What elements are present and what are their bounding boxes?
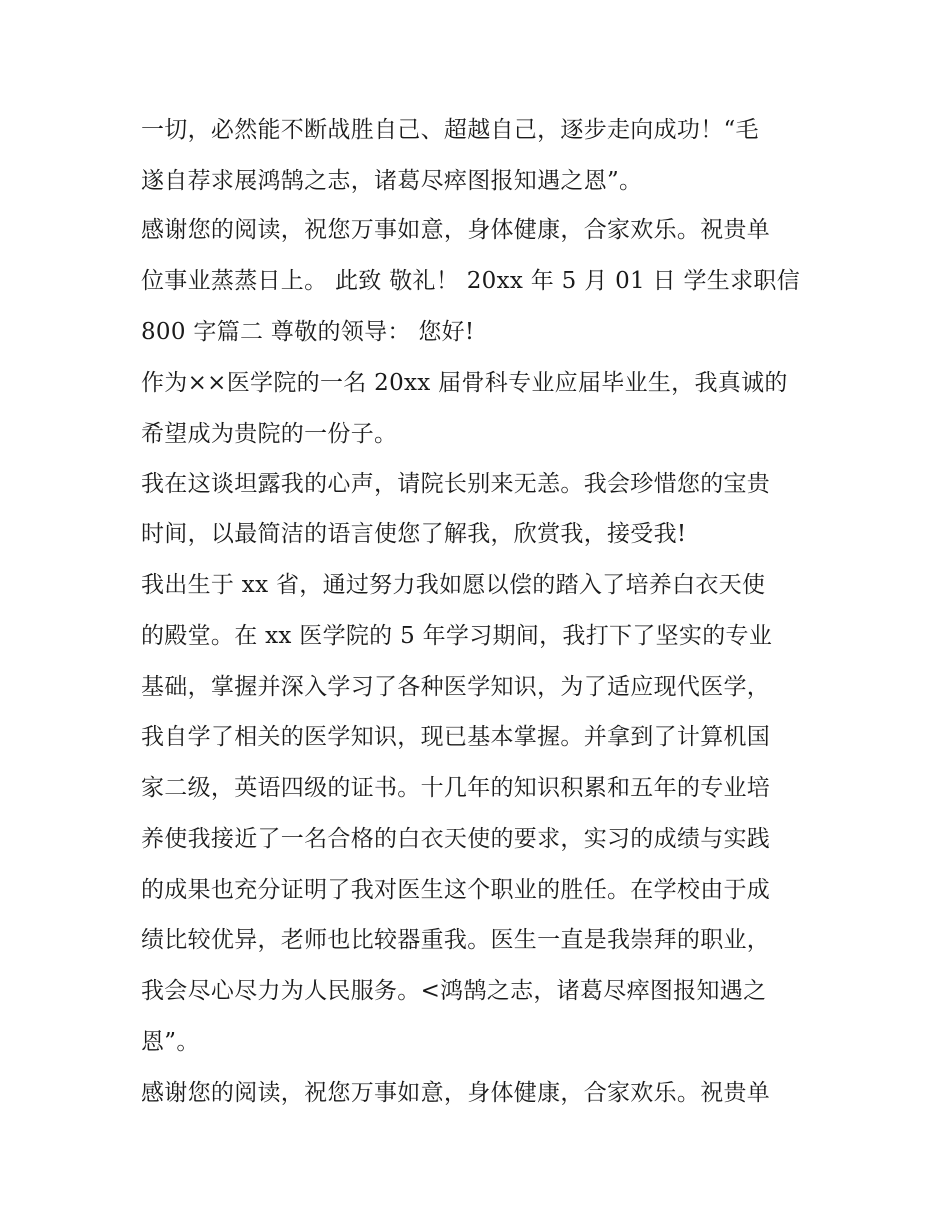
text-line: 养使我接近了一名合格的白衣天使的要求，实习的成绩与实践 bbox=[141, 826, 771, 852]
text-line: 感谢您的阅读，祝您万事如意，身体健康，合家欢乐。祝贵单 bbox=[141, 1080, 771, 1106]
text-line: 绩比较优异，老师也比较器重我。医生一直是我崇拜的职业， bbox=[141, 927, 771, 953]
text-line: 恩”。 bbox=[141, 1029, 200, 1055]
text-line: 我自学了相关的医学知识，现已基本掌握。并拿到了计算机国 bbox=[141, 724, 771, 750]
text-line: 基础，掌握并深入学习了各种医学知识，为了适应现代医学， bbox=[141, 674, 771, 700]
text-line: 的殿堂。在 xx 医学院的 5 年学习期间，我打下了坚实的专业 bbox=[141, 623, 773, 649]
text-line: 一切，必然能不断战胜自己、超越自己，逐步走向成功！“毛 bbox=[141, 117, 759, 143]
text-line: 感谢您的阅读，祝您万事如意，身体健康，合家欢乐。祝贵单 bbox=[141, 217, 771, 243]
text-line: 我会尽心尽力为人民服务。<鸿鹄之志，诸葛尽瘁图报知遇之 bbox=[141, 978, 767, 1004]
text-line: 的成果也充分证明了我对医生这个职业的胜任。在学校由于成 bbox=[141, 877, 771, 903]
text-line: 我在这谈坦露我的心声，请院长别来无恙。我会珍惜您的宝贵 bbox=[141, 471, 771, 497]
text-line: 希望成为贵院的一份子。 bbox=[141, 421, 398, 447]
text-line: 作为××医学院的一名 20xx 届骨科专业应届毕业生，我真诚的 bbox=[141, 370, 788, 396]
text-line: 800 字篇二 尊敬的领导： 您好! bbox=[141, 319, 475, 345]
text-line: 我出生于 xx 省，通过努力我如愿以偿的踏入了培养白衣天使 bbox=[141, 572, 766, 598]
text-line: 时间，以最简洁的语言使您了解我，欣赏我，接受我! bbox=[141, 521, 687, 547]
text-line: 家二级，英语四级的证书。十几年的知识积累和五年的专业培 bbox=[141, 775, 771, 801]
text-line: 位事业蒸蒸日上。 此致 敬礼！ 20xx 年 5 月 01 日 学生求职信 bbox=[141, 268, 801, 294]
text-line: 遂自荐求展鸿鹄之志，诸葛尽瘁图报知遇之恩”。 bbox=[141, 168, 643, 194]
